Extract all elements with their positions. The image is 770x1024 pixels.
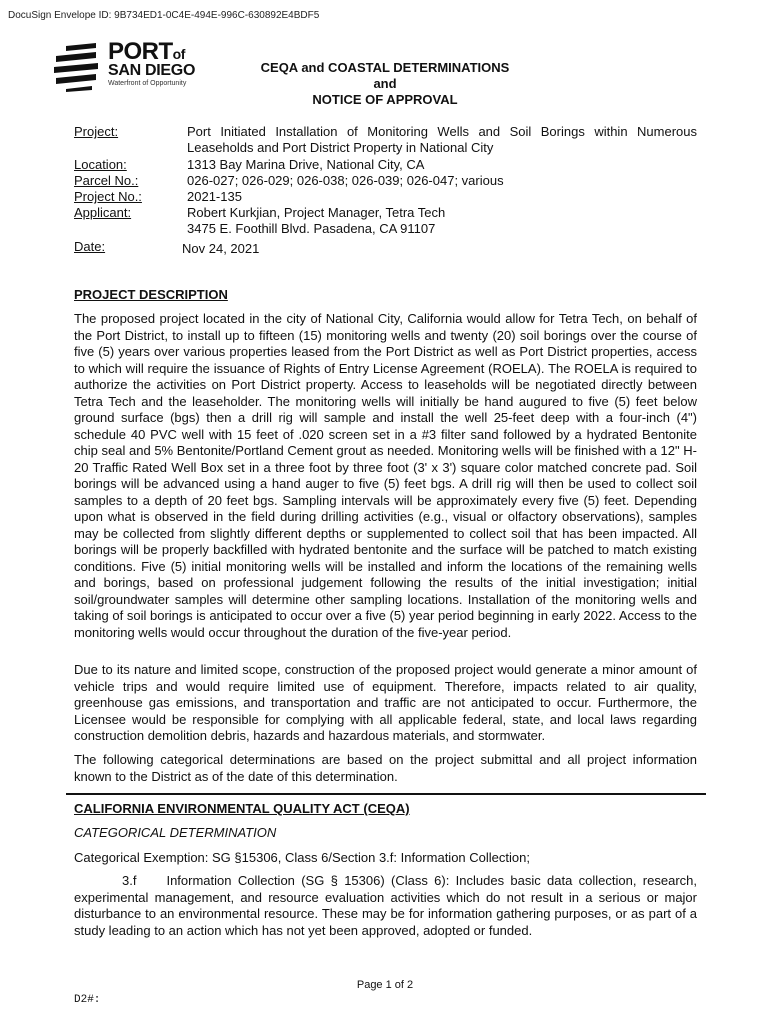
project-no-value: 2021-135 [187, 189, 242, 204]
applicant-label: Applicant: [74, 205, 132, 220]
document-title-line1: CEQA and COASTAL DETERMINATIONS [260, 60, 510, 75]
applicant-line2: 3475 E. Foothill Blvd. Pasadena, CA 91107 [187, 221, 436, 236]
logo-san-diego-text: SAN DIEGO [108, 62, 196, 79]
section-divider [66, 793, 706, 795]
d2-reference: D2#: [74, 994, 101, 1006]
location-value: 1313 Bay Marina Drive, National City, CA [187, 157, 425, 172]
parcel-label: Parcel No.: [74, 173, 139, 188]
logo-tagline: Waterfront of Opportunity [108, 80, 187, 87]
date-label: Date: [74, 239, 106, 254]
project-description-paragraph-1: The proposed project located in the city of National City, California would allow for Tetra Tech, on behalf of the Port District, to install up to fifteen (15) monitoring wells and twenty (20) soil borings over the course of five (5) years over various properties leased from the Port District as well as Port District properties, access to which will require the issuance of Rights of Entry License Agreement (ROELA). The ROELA is required to authorize the activities on Port District property. Access to leaseholds will be negotiated directly between Tetra Tech and the leaseholder. The monitoring wells will initially be hand augured to five (5) feet below ground surface (bgs) then a drill rig will sample and install the well 25-feet deep with a four-inch (4") schedule 40 PVC well with 15 feet of .020 screen set in a #3 filter sand followed by a hydrated Bentonite chip seal and 5% Bentonite/Portland Cement grout as needed. Monitoring wells will be finished with a 12" H-20 Traffic Rated Well Box set in a three foot by three foot (3' x 3') square color matched concrete pad. Soil borings will be advanced using a hand auger to five (5) feet bgs. A drill rig will then be used to collect soil samples to a depth of 20 feet bgs. Sampling intervals will be approximately every five (5) feet. Depending upon what is observed in the field during drilling activities (e.g., visual or olfactory observations), samples may be collected from slightly different depths or supplemented to collect soil that has been impacted. All borings will be properly backfilled with hydrated bentonite and the surface will be patched to match existing conditions. Five (5) initial monitoring wells will be installed and inform the locations of the remaining wells and borings, based on professional judgement following the results of the initial investigation; initial soil/groundwater samples will determine other sampling locations. Installation of the monitoring wells and taking of soil borings is anticipated to occur over a five (5) year period beginning in early 2022. Access to the monitoring wells would occur throughout the duration of the five-year period. [74, 311, 697, 640]
project-description-paragraph-2: Due to its nature and limited scope, construction of the proposed project would generate a minor amount of vehicle trips and would require limited use of equipment. Therefore, impacts related to air quality, greenhouse gas emissions, and transportation and traffic are not anticipated to occur. Furthermore, the Licensee would be responsible for complying with all applicable federal, state, and local laws regarding construction demolition debris, hazards and hazardous materials, and stormwater. [74, 662, 697, 743]
project-description-paragraph-3: The following categorical determinations are based on the project submittal and all project information known to the District as of the date of this determination. [74, 752, 697, 784]
document-title-line3: NOTICE OF APPROVAL [312, 92, 458, 107]
project-value: Port Initiated Installation of Monitoring Wells and Soil Borings within Numerous Leaseholds and Port District Property in National City [187, 124, 697, 155]
document-title-line2: and [373, 76, 397, 91]
ceqa-item-3f [74, 873, 697, 939]
docusign-envelope-id: DocuSign Envelope ID: 9B734ED1-0C4E-494E-996C-630892E4BDF5 [8, 10, 320, 21]
project-description-heading: PROJECT DESCRIPTION [74, 287, 228, 302]
ceqa-item-number: 3.f [122, 873, 137, 888]
parcel-value: 026-027; 026-029; 026-038; 026-039; 026-047; various [187, 173, 504, 188]
ceqa-subheading: CATEGORICAL DETERMINATION [74, 825, 277, 840]
logo-port-text: PORTof [108, 38, 185, 65]
ceqa-heading: CALIFORNIA ENVIRONMENTAL QUALITY ACT (CEQA) [74, 801, 410, 816]
ceqa-item-text: Information Collection (SG § 15306) (Class 6): Includes basic data collection, research, experimental management, and resource evaluation activities which do not result in a serious or major disturbance to an environmental resource. These may be for information gathering purposes, or as part of a study leading to an action which has not yet been approved, adopted or funded. [74, 873, 697, 938]
applicant-line1: Robert Kurkjian, Project Manager, Tetra Tech [187, 205, 446, 220]
location-label: Location: [74, 157, 127, 172]
ceqa-exemption: Categorical Exemption: SG §15306, Class 6/Section 3.f: Information Collection; [74, 850, 530, 865]
project-no-label: Project No.: [74, 189, 142, 204]
date-value: Nov 24, 2021 [182, 241, 260, 256]
project-label: Project: [74, 124, 119, 139]
wave-logo-icon [52, 40, 102, 92]
page-number: Page 1 of 2 [356, 979, 414, 991]
